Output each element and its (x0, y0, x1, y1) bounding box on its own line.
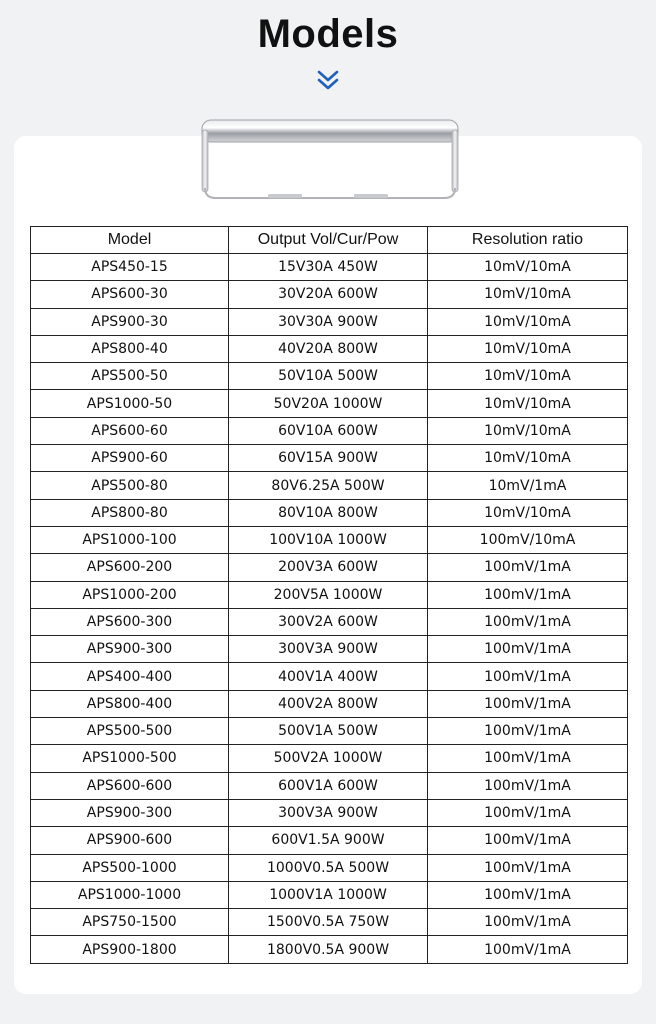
cell-resolution: 10mV/10mA (428, 254, 628, 281)
table-row (31, 909, 628, 936)
table-row (31, 308, 628, 335)
column-header-resolution: Resolution ratio (428, 227, 628, 254)
table-row (31, 636, 628, 663)
cell-output: 200V3A 600W (229, 554, 428, 581)
cell-output: 30V20A 600W (229, 281, 428, 308)
cell-output: 300V3A 900W (229, 799, 428, 826)
page-title: Models (257, 12, 399, 56)
table-row (31, 335, 628, 362)
cell-output: 300V3A 900W (229, 636, 428, 663)
models-table (30, 226, 628, 964)
cell-output: 400V2A 800W (229, 690, 428, 717)
table-row (31, 799, 628, 826)
cell-output: 1000V0.5A 500W (229, 854, 428, 881)
power-supply-image (196, 114, 464, 204)
cell-output: 60V10A 600W (229, 417, 428, 444)
cell-resolution: 100mV/1mA (428, 772, 628, 799)
table-header-row (31, 227, 628, 254)
cell-model: APS600-200 (31, 554, 229, 581)
table-row (31, 690, 628, 717)
cell-model: APS900-600 (31, 827, 229, 854)
table-row (31, 608, 628, 635)
table-row (31, 472, 628, 499)
cell-resolution: 100mV/1mA (428, 799, 628, 826)
cell-model: APS900-300 (31, 636, 229, 663)
table-row (31, 499, 628, 526)
cell-resolution: 10mV/10mA (428, 363, 628, 390)
cell-model: APS900-60 (31, 445, 229, 472)
table-row (31, 881, 628, 908)
cell-output: 80V10A 800W (229, 499, 428, 526)
table-row (31, 663, 628, 690)
cell-resolution: 10mV/10mA (428, 308, 628, 335)
cell-output: 100V10A 1000W (229, 526, 428, 553)
cell-model: APS500-500 (31, 718, 229, 745)
cell-model: APS450-15 (31, 254, 229, 281)
cell-output: 300V2A 600W (229, 608, 428, 635)
cell-resolution: 100mV/1mA (428, 745, 628, 772)
cell-model: APS1000-1000 (31, 881, 229, 908)
cell-output: 1800V0.5A 900W (229, 936, 428, 963)
cell-resolution: 100mV/1mA (428, 663, 628, 690)
double-chevron-down-icon (316, 70, 340, 92)
cell-output: 1500V0.5A 750W (229, 909, 428, 936)
cell-resolution: 100mV/1mA (428, 608, 628, 635)
cell-output: 600V1.5A 900W (229, 827, 428, 854)
cell-resolution: 10mV/10mA (428, 417, 628, 444)
cell-resolution: 100mV/1mA (428, 827, 628, 854)
cell-model: APS1000-100 (31, 526, 229, 553)
cell-model: APS600-300 (31, 608, 229, 635)
table-row (31, 581, 628, 608)
cell-model: APS500-1000 (31, 854, 229, 881)
cell-model: APS900-300 (31, 799, 229, 826)
table-row (31, 390, 628, 417)
cell-resolution: 10mV/10mA (428, 335, 628, 362)
cell-resolution: 100mV/10mA (428, 526, 628, 553)
table-row (31, 363, 628, 390)
table-row (31, 554, 628, 581)
cell-resolution: 100mV/1mA (428, 581, 628, 608)
table-row (31, 445, 628, 472)
table-row (31, 254, 628, 281)
cell-resolution: 100mV/1mA (428, 690, 628, 717)
table-row (31, 718, 628, 745)
cell-resolution: 10mV/10mA (428, 499, 628, 526)
column-header-model: Model (31, 227, 229, 254)
cell-model: APS400-400 (31, 663, 229, 690)
cell-model: APS600-30 (31, 281, 229, 308)
cell-model: APS900-1800 (31, 936, 229, 963)
cell-resolution: 10mV/10mA (428, 445, 628, 472)
cell-resolution: 100mV/1mA (428, 718, 628, 745)
cell-output: 50V20A 1000W (229, 390, 428, 417)
cell-model: APS800-400 (31, 690, 229, 717)
cell-resolution: 100mV/1mA (428, 936, 628, 963)
cell-model: APS800-40 (31, 335, 229, 362)
table-row (31, 417, 628, 444)
cell-resolution: 100mV/1mA (428, 854, 628, 881)
cell-output: 200V5A 1000W (229, 581, 428, 608)
cell-model: APS600-60 (31, 417, 229, 444)
cell-model: APS1000-500 (31, 745, 229, 772)
cell-output: 600V1A 600W (229, 772, 428, 799)
cell-output: 15V30A 450W (229, 254, 428, 281)
cell-model: APS500-80 (31, 472, 229, 499)
cell-model: APS900-30 (31, 308, 229, 335)
cell-resolution: 10mV/10mA (428, 281, 628, 308)
table-row (31, 281, 628, 308)
cell-output: 500V2A 1000W (229, 745, 428, 772)
cell-model: APS500-50 (31, 363, 229, 390)
cell-output: 60V15A 900W (229, 445, 428, 472)
cell-resolution: 100mV/1mA (428, 881, 628, 908)
cell-resolution: 10mV/1mA (428, 472, 628, 499)
cell-output: 40V20A 800W (229, 335, 428, 362)
cell-resolution: 100mV/1mA (428, 909, 628, 936)
table-row (31, 827, 628, 854)
table-row (31, 745, 628, 772)
cell-output: 80V6.25A 500W (229, 472, 428, 499)
cell-output: 50V10A 500W (229, 363, 428, 390)
cell-model: APS750-1500 (31, 909, 229, 936)
cell-output: 1000V1A 1000W (229, 881, 428, 908)
cell-output: 400V1A 400W (229, 663, 428, 690)
column-header-output: Output Vol/Cur/Pow (229, 227, 428, 254)
cell-resolution: 100mV/1mA (428, 636, 628, 663)
cell-output: 30V30A 900W (229, 308, 428, 335)
cell-resolution: 10mV/10mA (428, 390, 628, 417)
cell-model: APS1000-200 (31, 581, 229, 608)
cell-output: 500V1A 500W (229, 718, 428, 745)
cell-resolution: 100mV/1mA (428, 554, 628, 581)
table-row (31, 526, 628, 553)
table-row (31, 936, 628, 963)
cell-model: APS1000-50 (31, 390, 229, 417)
cell-model: APS600-600 (31, 772, 229, 799)
table-row (31, 854, 628, 881)
cell-model: APS800-80 (31, 499, 229, 526)
table-row (31, 772, 628, 799)
